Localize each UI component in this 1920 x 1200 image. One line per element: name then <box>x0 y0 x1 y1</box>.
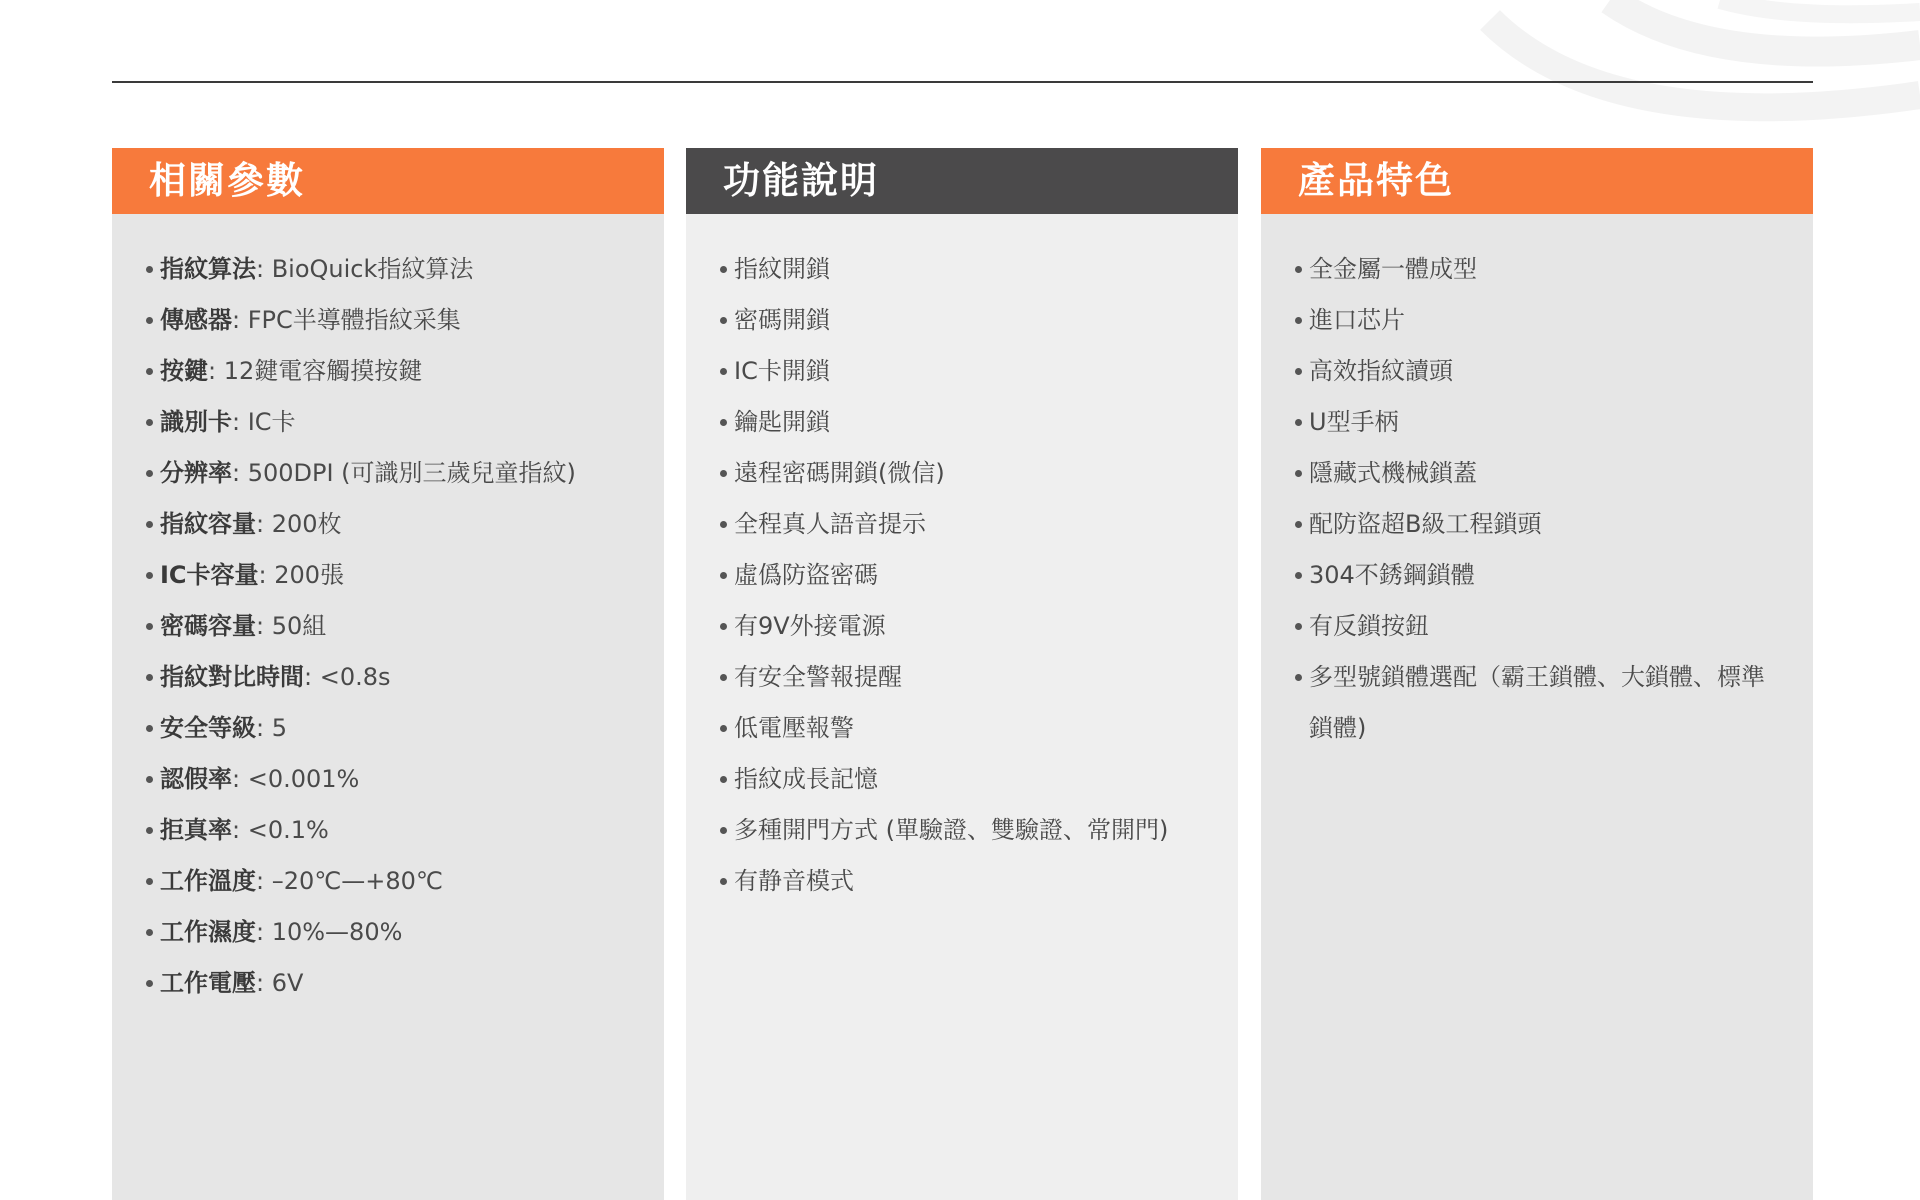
param-value: : 200枚 <box>256 510 342 538</box>
list-item <box>1295 448 1813 499</box>
bullet-dot-icon <box>720 776 727 783</box>
param-key: 拒真率 <box>160 816 232 844</box>
param-value: : <0.1% <box>232 816 329 844</box>
parameters-list <box>112 214 664 1009</box>
list-item <box>1295 652 1769 754</box>
list-item <box>720 754 1238 805</box>
bullet-dot-icon <box>146 980 153 987</box>
list-item <box>146 448 664 499</box>
feature-text: U型手柄 <box>1309 408 1399 436</box>
bullet-dot-icon <box>1295 419 1302 426</box>
feature-text: 進口芯片 <box>1309 306 1405 334</box>
param-key: 按鍵 <box>160 357 208 385</box>
bullet-dot-icon <box>720 572 727 579</box>
function-text: 有静音模式 <box>734 867 854 895</box>
list-item <box>720 499 1238 550</box>
param-key: 安全等級 <box>160 714 256 742</box>
param-value: : BioQuick指紋算法 <box>256 255 474 283</box>
bullet-dot-icon <box>146 827 153 834</box>
decorative-arc-graphic <box>1460 0 1920 130</box>
bullet-dot-icon <box>720 725 727 732</box>
function-text: 指紋成長記憶 <box>734 765 878 793</box>
list-item <box>720 550 1238 601</box>
list-item <box>1295 601 1813 652</box>
function-text: 有安全警報提醒 <box>734 663 902 691</box>
param-key: 分辨率 <box>160 459 232 487</box>
param-key: 工作溫度 <box>160 867 256 895</box>
list-item <box>146 397 664 448</box>
bullet-dot-icon <box>720 266 727 273</box>
feature-text: 高效指紋讀頭 <box>1309 357 1453 385</box>
list-item <box>1295 397 1813 448</box>
features-list <box>1261 214 1813 754</box>
param-key: 指紋算法 <box>160 255 256 283</box>
function-text: 多種開門方式 (單驗證、雙驗證、常開門) <box>734 816 1169 844</box>
functions-list <box>686 214 1238 907</box>
list-item <box>1295 499 1813 550</box>
function-text: IC卡開鎖 <box>734 357 830 385</box>
bullet-dot-icon <box>1295 266 1302 273</box>
bullet-dot-icon <box>146 419 153 426</box>
param-key: 識別卡 <box>160 408 232 436</box>
bullet-dot-icon <box>146 470 153 477</box>
bullet-dot-icon <box>146 572 153 579</box>
list-item <box>720 397 1238 448</box>
list-item <box>720 805 1238 856</box>
list-item <box>720 703 1238 754</box>
list-item <box>720 448 1238 499</box>
bullet-dot-icon <box>146 725 153 732</box>
bullet-dot-icon <box>146 368 153 375</box>
bullet-dot-icon <box>146 317 153 324</box>
list-item <box>720 295 1238 346</box>
bullet-dot-icon <box>1295 521 1302 528</box>
list-item <box>146 958 664 1009</box>
bullet-dot-icon <box>1295 623 1302 630</box>
function-text: 虛僞防盜密碼 <box>734 561 878 589</box>
param-key: 指紋容量 <box>160 510 256 538</box>
param-key: 認假率 <box>160 765 232 793</box>
features-panel <box>1261 148 1813 1200</box>
bullet-dot-icon <box>720 674 727 681</box>
bullet-dot-icon <box>720 317 727 324</box>
param-value: : IC卡 <box>232 408 296 436</box>
bullet-dot-icon <box>720 419 727 426</box>
bullet-dot-icon <box>720 827 727 834</box>
list-item <box>1295 346 1813 397</box>
list-item <box>146 754 664 805</box>
param-key: 工作電壓 <box>160 969 256 997</box>
bullet-dot-icon <box>1295 572 1302 579</box>
bullet-dot-icon <box>720 521 727 528</box>
bullet-dot-icon <box>720 878 727 885</box>
feature-text: 多型號鎖體選配（霸王鎖體、大鎖體、標準鎖體) <box>1309 663 1765 742</box>
feature-text: 有反鎖按鈕 <box>1309 612 1429 640</box>
param-key: 傳感器 <box>160 306 232 334</box>
features-header: 產品特色 <box>1261 148 1813 214</box>
param-key: 指紋對比時間 <box>160 663 304 691</box>
list-item <box>1295 295 1813 346</box>
bullet-dot-icon <box>1295 368 1302 375</box>
list-item <box>146 703 664 754</box>
list-item <box>720 244 1238 295</box>
bullet-dot-icon <box>1295 674 1302 681</box>
list-item <box>146 244 664 295</box>
function-text: 全程真人語音提示 <box>734 510 926 538</box>
list-item <box>146 601 664 652</box>
list-item <box>720 856 1238 907</box>
bullet-dot-icon <box>146 878 153 885</box>
list-item <box>146 652 664 703</box>
top-divider-line <box>112 81 1813 83</box>
feature-text: 全金屬一體成型 <box>1309 255 1477 283</box>
bullet-dot-icon <box>146 929 153 936</box>
list-item <box>146 805 664 856</box>
function-text: 低電壓報警 <box>734 714 854 742</box>
bullet-dot-icon <box>720 623 727 630</box>
parameters-header: 相關參數 <box>112 148 664 214</box>
functions-header: 功能說明 <box>686 148 1238 214</box>
param-value: : <0.8s <box>304 663 391 691</box>
feature-text: 配防盜超B級工程鎖頭 <box>1309 510 1542 538</box>
bullet-dot-icon <box>146 776 153 783</box>
functions-panel <box>686 148 1238 1200</box>
param-value: : 50組 <box>256 612 327 640</box>
bullet-dot-icon <box>720 368 727 375</box>
bullet-dot-icon <box>146 674 153 681</box>
param-value: : 6V <box>256 969 304 997</box>
param-value: : 200張 <box>258 561 345 589</box>
function-text: 遠程密碼開鎖(微信) <box>734 459 945 487</box>
list-item <box>146 295 664 346</box>
param-value: : 5 <box>256 714 287 742</box>
list-item <box>1295 550 1813 601</box>
list-item <box>1295 244 1813 295</box>
function-text: 指紋開鎖 <box>734 255 830 283</box>
param-value: : 12鍵電容觸摸按鍵 <box>208 357 423 385</box>
function-text: 鑰匙開鎖 <box>734 408 830 436</box>
param-key: IC卡容量 <box>160 561 259 589</box>
list-item <box>720 601 1238 652</box>
list-item <box>146 499 664 550</box>
list-item <box>146 907 664 958</box>
param-value: : FPC半導體指紋采集 <box>232 306 461 334</box>
parameters-panel <box>112 148 664 1200</box>
feature-text: 隱藏式機械鎖蓋 <box>1309 459 1477 487</box>
bullet-dot-icon <box>146 266 153 273</box>
param-key: 工作濕度 <box>160 918 256 946</box>
list-item <box>720 652 1238 703</box>
param-value: : –20℃—+80℃ <box>256 867 443 895</box>
param-key: 密碼容量 <box>160 612 256 640</box>
list-item <box>146 856 664 907</box>
bullet-dot-icon <box>146 623 153 630</box>
feature-text: 304不銹鋼鎖體 <box>1309 561 1475 589</box>
param-value: : <0.001% <box>232 765 360 793</box>
function-text: 有9V外接電源 <box>734 612 886 640</box>
bullet-dot-icon <box>1295 470 1302 477</box>
list-item <box>146 550 664 601</box>
list-item <box>146 346 664 397</box>
bullet-dot-icon <box>146 521 153 528</box>
param-value: : 10%—80% <box>256 918 403 946</box>
bullet-dot-icon <box>1295 317 1302 324</box>
list-item <box>720 346 1238 397</box>
bullet-dot-icon <box>720 470 727 477</box>
param-value: : 500DPI (可識別三歲兒童指紋) <box>232 459 576 487</box>
function-text: 密碼開鎖 <box>734 306 830 334</box>
